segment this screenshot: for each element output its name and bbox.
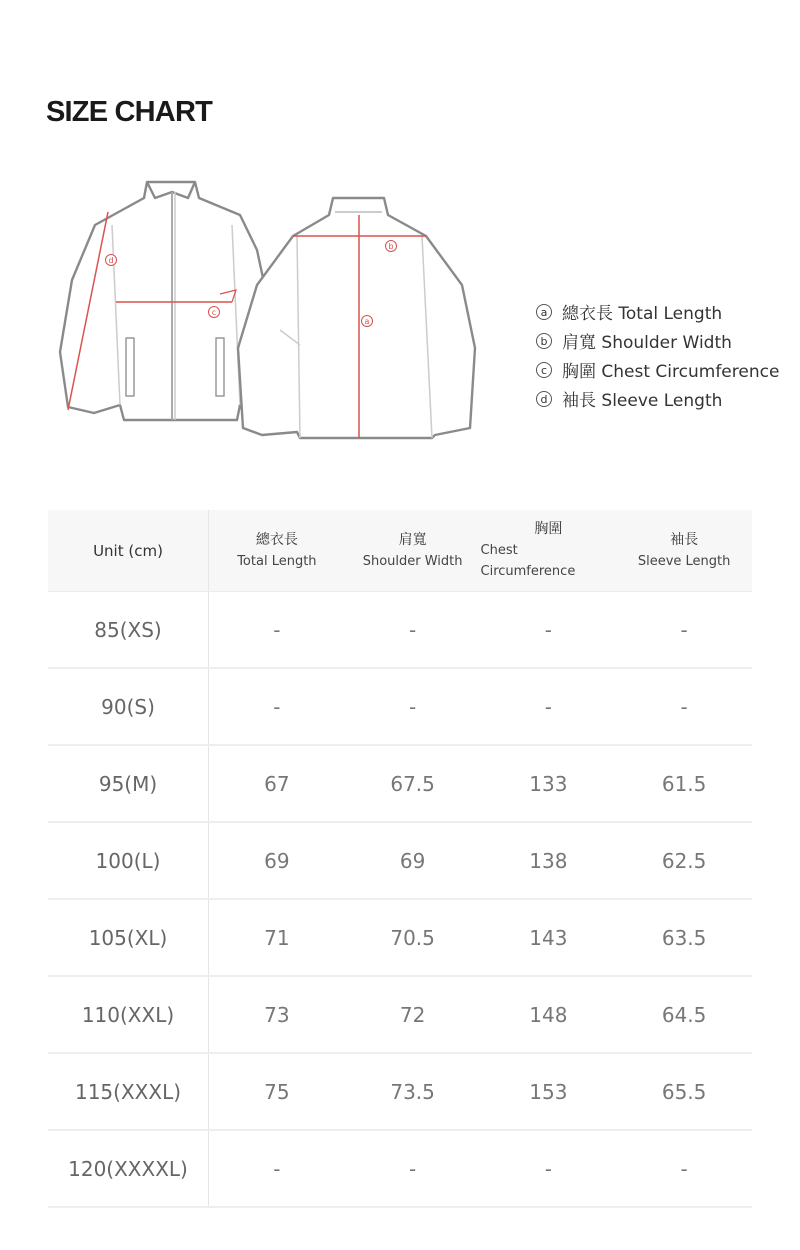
table-row [48,1054,752,1131]
value-cell: - [680,694,688,719]
size-cell: 95(M) [48,746,209,821]
column-header-sleeve-length: 袖長 Sleeve Length [637,531,731,569]
table-row [48,823,752,900]
legend-marker: a [536,304,552,320]
value-cell: 70.5 [390,925,435,950]
value-cell: - [544,617,552,642]
value-cell: 69 [399,848,426,873]
value-cell: - [409,617,417,642]
value-cell: 64.5 [661,1002,707,1027]
size-cell: 100(L) [48,823,209,898]
table-header [48,510,752,592]
page-title: SIZE CHART [46,96,213,128]
value-cell: 63.5 [661,925,707,950]
value-cell: - [544,1156,552,1181]
unit-header: Unit (cm) [48,510,209,591]
legend-item-total-length [536,297,779,326]
table-row [48,592,752,669]
legend-item-sleeve-length [536,384,779,413]
value-cell: - [273,694,281,719]
legend-item-shoulder-width [536,326,779,355]
legend-label: 袖長 Sleeve Length [562,391,723,411]
legend-marker: c [536,362,552,378]
marker-a: a [364,317,370,326]
size-cell: 110(XXL) [48,977,209,1052]
size-cell: 115(XXXL) [48,1054,209,1129]
value-cell: - [409,694,417,719]
legend-item-chest [536,355,779,384]
value-cell: 71 [264,925,290,950]
size-table [48,510,752,1208]
size-cell: 90(S) [48,669,209,744]
value-cell: - [273,617,281,642]
value-cell: - [544,694,552,719]
value-cell: 133 [529,771,568,796]
legend-marker: d [536,391,552,407]
value-cell: 73 [264,1002,290,1027]
value-cell: 67 [264,771,290,796]
column-header-chest: 胸圍 Chest Circumference [480,521,576,579]
column-header-total-length: 總衣長 Total Length [237,531,317,569]
table-row [48,900,752,977]
marker-c: c [211,308,217,317]
legend-marker: b [536,333,552,349]
marker-d: d [108,256,114,265]
value-cell: 69 [264,848,290,873]
size-cell: 120(XXXXL) [48,1131,209,1206]
value-cell: 62.5 [661,848,707,873]
value-cell: - [409,1156,417,1181]
value-cell: 148 [529,1002,568,1027]
table-row [48,669,752,746]
legend-label: 肩寬 Shoulder Width [562,333,732,353]
size-cell: 105(XL) [48,900,209,975]
marker-b: b [388,242,394,251]
legend-label: 胸圍 Chest Circumference [562,362,780,382]
legend-label: 總衣長 Total Length [562,304,723,324]
measurement-legend [536,297,779,413]
table-row [48,746,752,823]
value-cell: - [680,617,688,642]
value-cell: 75 [264,1079,290,1104]
value-cell: 138 [529,848,568,873]
size-cell: 85(XS) [48,592,209,667]
column-header-shoulder-width: 肩寬 Shoulder Width [362,531,463,569]
value-cell: - [680,1156,688,1181]
value-cell: 61.5 [661,771,707,796]
table-row [48,977,752,1054]
value-cell: 65.5 [661,1079,707,1104]
value-cell: 73.5 [390,1079,435,1104]
value-cell: 143 [529,925,568,950]
value-cell: 72 [399,1002,426,1027]
value-cell: 153 [529,1079,568,1104]
jacket-diagram [50,170,490,445]
value-cell: 67.5 [390,771,435,796]
table-row [48,1131,752,1208]
value-cell: - [273,1156,281,1181]
jacket-back-illustration [238,198,475,438]
